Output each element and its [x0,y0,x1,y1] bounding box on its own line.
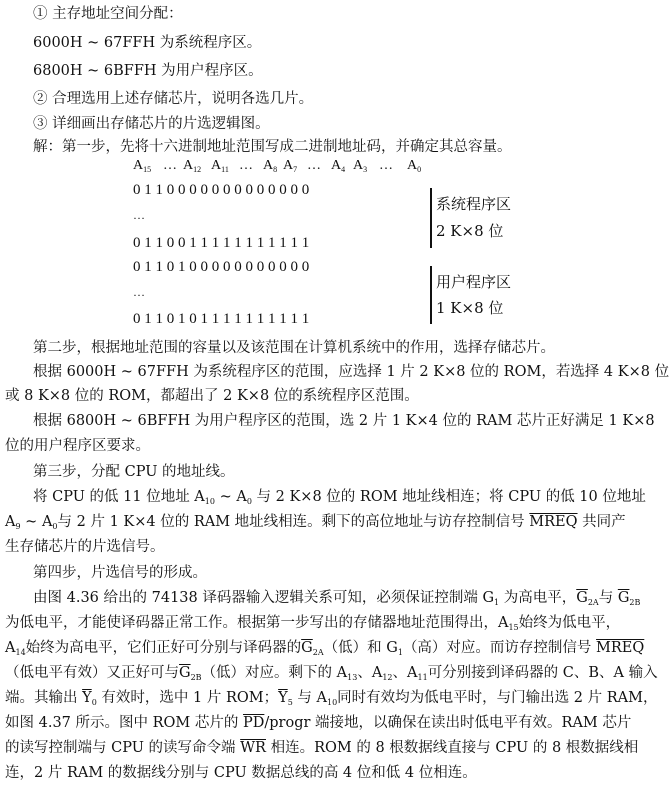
system-brace [426,188,432,248]
system-ellipsis: … [133,208,145,222]
item2: ② 合理选用上述存储芯片，说明各选几片。 [33,91,314,107]
step3-para-a: 将 CPU 的低 11 位地址 $A_{10}$ ~ $A_0$ 与 2 K×8 位的 ROM 地址线相连；将 CPU 的低 10 位地址 [33,489,646,506]
user-brace [426,266,432,324]
system-area-range: 6000H ~ 67FFH 为系统程序区。 [33,35,262,51]
system-capacity: 2 K×8 位 [436,222,504,240]
solution-step1: 解：第一步，先将十六进制地址范围写成二进制地址码，并确定其总容量。 [33,139,512,155]
item1-title: ① 主存地址空间分配： [33,6,183,22]
step4-line1: 由图 4.36 给出的 74138 译码器输入逻辑关系可知，必须保证控制端 $G_1$ 为高电平，$\overline{G}_{2A}$与 $\overline{G}_{2B}$ [33,590,641,607]
step2-ram-b: 位的用户程序区要求。 [5,438,150,454]
system-end-address: 0 1 1 0 0 1 1 1 1 1 1 1 1 1 1 1 [133,235,310,251]
step3-para-c: 生存储芯片的片选信号。 [5,539,165,555]
system-area-label: 系统程序区 [436,195,512,213]
user-end-address: 0 1 1 0 1 0 1 1 1 1 1 1 1 1 1 1 [133,311,310,327]
step4-line8: 连，2 片 RAM 的数据线分别与 CPU 数据总线的高 4 位和低 4 位相连。 [5,765,477,781]
step2-heading: 第二步，根据地址范围的容量以及该范围在计算机系统中的作用，选择存储芯片。 [33,340,555,356]
address-bit-header: A15 … A12 A11 … A8 A7 … A4 A3 … A0 [133,158,422,174]
mreq-signal: MREQ [529,514,578,530]
user-area-range: 6800H ~ 6BFFH 为用户程序区。 [33,63,263,79]
user-capacity: 1 K×8 位 [436,299,504,317]
system-start-address: 0 1 1 0 0 0 0 0 0 0 0 0 0 0 0 0 [133,182,310,198]
step4-line5: 端。其输出 $\overline{Y}_0$ 有效时，选中 1 片 ROM；$\overline{Y}_5$ 与 $A_{10}$同时有效均为低电平时，与门输出选 2 片 RAM， [5,690,658,707]
step3-heading: 第三步，分配 CPU 的地址线。 [33,464,235,480]
step4-line7: 的读写控制端与 CPU 的读写命令端 $\overline{WR}$ 相连。ROM 的 8 根数据线直接与 CPU 的 8 根数据线相 [5,740,639,756]
step2-rom-a: 根据 6000H ~ 67FFH 为系统程序区的范围，应选择 1 片 2 K×8 位的 ROM，若选择 4 K×8 位 [33,364,669,380]
user-area-label: 用户程序区 [436,273,512,291]
step4-line3: $A_{14}$始终为高电平，它们正好可分别与译码器的$\overline{G}_{2A}$（低）和 $G_1$（高）对应。而访存控制信号 MREQ [5,640,645,657]
step4-line4: （低电平有效）又正好可与$\overline{G}_{2B}$（低）对应。剩下的 $A_{13}$、$A_{12}$、$A_{11}$可分别接到译码器的 C、B、A 输入 [5,665,658,682]
user-start-address: 0 1 1 0 1 0 0 0 0 0 0 0 0 0 0 0 [133,259,310,275]
step4-line2: 为低电平，才能使译码器正常工作。根据第一步写出的存储器地址范围得出，$A_{15}$始终为低电平， [5,615,621,632]
step4-line6: 如图 4.37 所示。图中 ROM 芯片的 $\overline{PD}$/progr 端接地，以确保在读出时低电平有效。RAM 芯片 [5,715,632,731]
step2-rom-b: 或 8 K×8 位的 ROM，都超出了 2 K×8 位的系统程序区范围。 [5,388,419,404]
step4-heading: 第四步，片选信号的形成。 [33,565,207,581]
user-ellipsis: … [133,285,145,299]
item3: ③ 详细画出存储芯片的片选逻辑图。 [33,116,270,132]
step3-para-b: $A_9$ ~ $A_0$与 2 片 1 K×4 位的 RAM 地址线相连。剩下的高位地址与访存控制信号 MREQ 共同产 [5,514,626,531]
step2-ram-a: 根据 6800H ~ 6BFFH 为用户程序区的范围，选 2 片 1 K×4 位的 RAM 芯片正好满足 1 K×8 [33,413,655,429]
